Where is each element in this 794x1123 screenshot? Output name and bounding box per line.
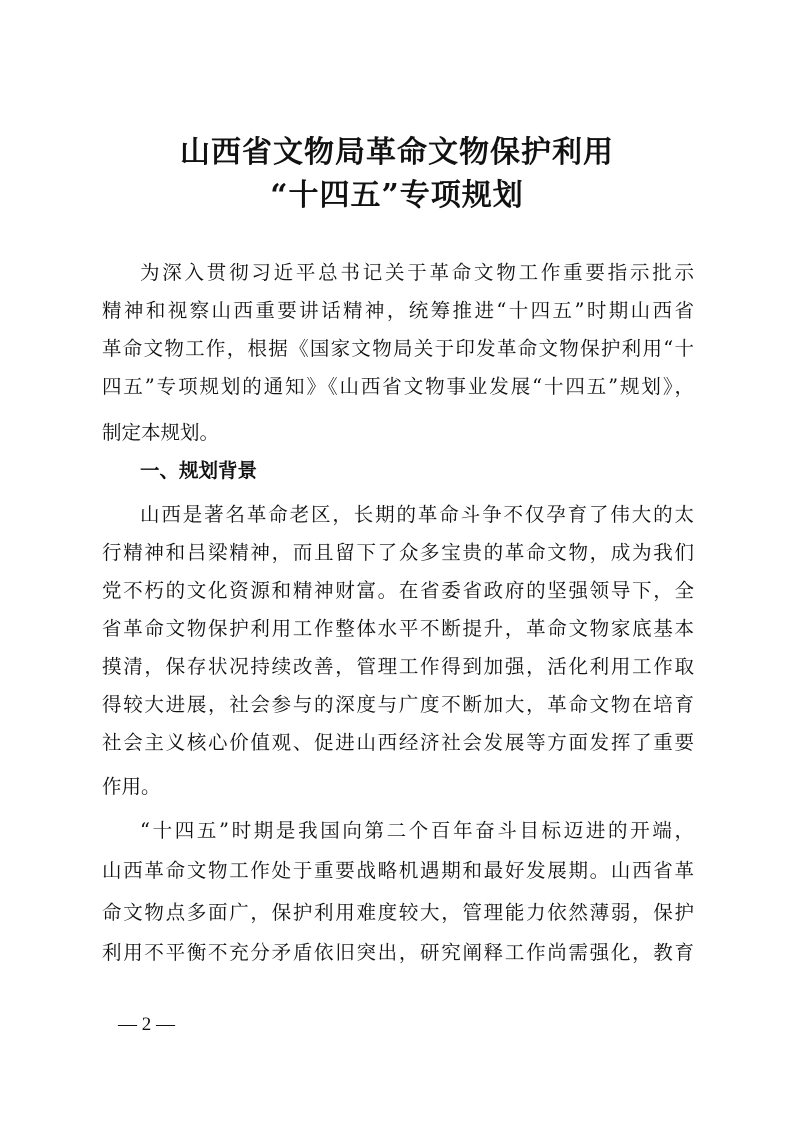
paragraph-line: “十四五”时期是我国向第二个百年奋斗目标迈进的开端， — [140, 819, 694, 842]
paragraph-line: 命文物点多面广，保护利用难度较大，管理能力依然薄弱，保护 — [102, 901, 694, 924]
paragraph-line: 党不朽的文化资源和精神财富。在省委省政府的坚强领导下，全 — [102, 579, 694, 602]
paragraph-line: 得较大进展，社会参与的深度与广度不断加大，革命文物在培育 — [102, 693, 694, 716]
paragraph-line: 山西是著名革命老区，长期的革命斗争不仅孕育了伟大的太 — [140, 503, 694, 526]
section-heading: 一、规划背景 — [140, 459, 258, 482]
document-title-line-2: “十四五”专项规划 — [270, 178, 524, 213]
intro-line: 为深入贯彻习近平总书记关于革命文物工作重要指示批示 — [140, 261, 694, 284]
paragraph-line: 山西革命文物工作处于重要战略机遇期和最好发展期。山西省革 — [102, 859, 694, 882]
paragraph-line: 摸清，保存状况持续改善，管理工作得到加强，活化利用工作取 — [102, 655, 694, 678]
intro-line: 精神和视察山西重要讲话精神，统筹推进“十四五”时期山西省 — [102, 299, 694, 322]
paragraph-line: 社会主义核心价值观、促进山西经济社会发展等方面发挥了重要 — [102, 731, 694, 754]
page-number: — 2 — — [118, 1014, 175, 1035]
intro-line: 制定本规划。 — [102, 421, 220, 444]
paragraph-line: 作用。 — [102, 775, 161, 798]
paragraph-line: 利用不平衡不充分矛盾依旧突出，研究阐释工作尚需强化，教育 — [102, 941, 694, 964]
paragraph-line: 省革命文物保护利用工作整体水平不断提升，革命文物家底基本 — [102, 617, 694, 640]
document-title-line-1: 山西省文物局革命文物保护利用 — [180, 135, 614, 170]
intro-line: 四五”专项规划的通知》《山西省文物事业发展“十四五”规划》， — [102, 375, 694, 398]
paragraph-line: 行精神和吕梁精神，而且留下了众多宝贵的革命文物，成为我们 — [102, 541, 694, 564]
intro-line: 革命文物工作，根据《国家文物局关于印发革命文物保护利用“十 — [102, 337, 694, 360]
